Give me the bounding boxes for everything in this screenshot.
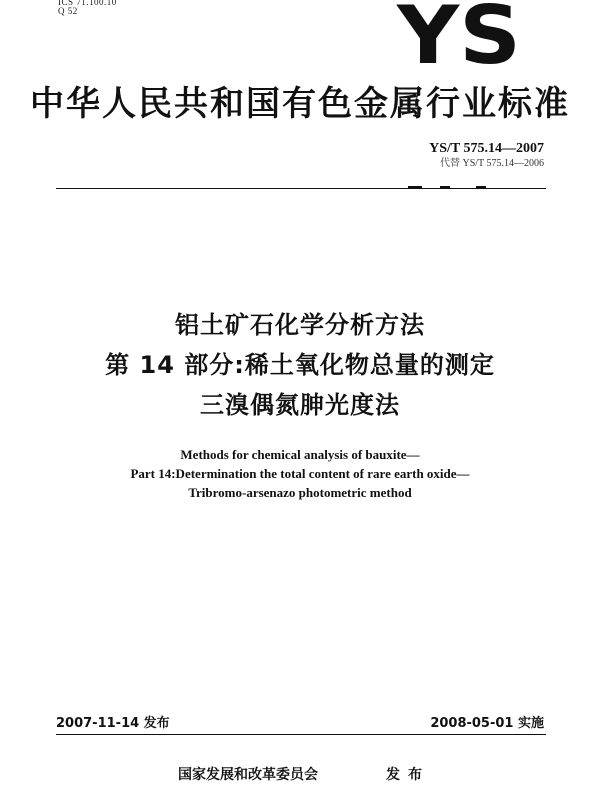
header-divider (56, 188, 546, 189)
standard-number: YS/T 575.14—2007 (429, 141, 544, 156)
publish-label: 发布 (386, 767, 430, 783)
rule-mark (408, 186, 422, 188)
ccs-code: Q 52 (58, 6, 78, 16)
footer-divider (56, 734, 546, 735)
org-title: 中华人民共和国有色金属行业标准 (30, 84, 570, 124)
logo-text: YS (396, 2, 521, 66)
ys-logo (396, 2, 522, 66)
title-en-line-3: Tribromo-arsenazo photometric method (188, 485, 412, 500)
issue-date: 2007-11-14 发布 (56, 716, 170, 731)
publisher: 国家发展和改革委员会 (178, 767, 318, 783)
title-cn-line-3: 三溴偶氮胂光度法 (200, 391, 400, 419)
ics-code: ICS 71.100.10 (58, 0, 117, 7)
implementation-date: 2008-05-01 实施 (430, 716, 544, 731)
title-en-line-2: Part 14:Determination the total content of rare earth oxide— (130, 466, 470, 481)
rule-mark (440, 186, 450, 188)
title-en-line-1: Methods for chemical analysis of bauxite— (180, 447, 420, 462)
replaces-note: 代替 YS/T 575.14—2006 (440, 158, 544, 169)
title-cn-line-2: 第 14 部分:稀土氧化物总量的测定 (105, 351, 495, 379)
rule-mark (476, 186, 486, 188)
title-cn-line-1: 铝土矿石化学分析方法 (175, 311, 425, 339)
